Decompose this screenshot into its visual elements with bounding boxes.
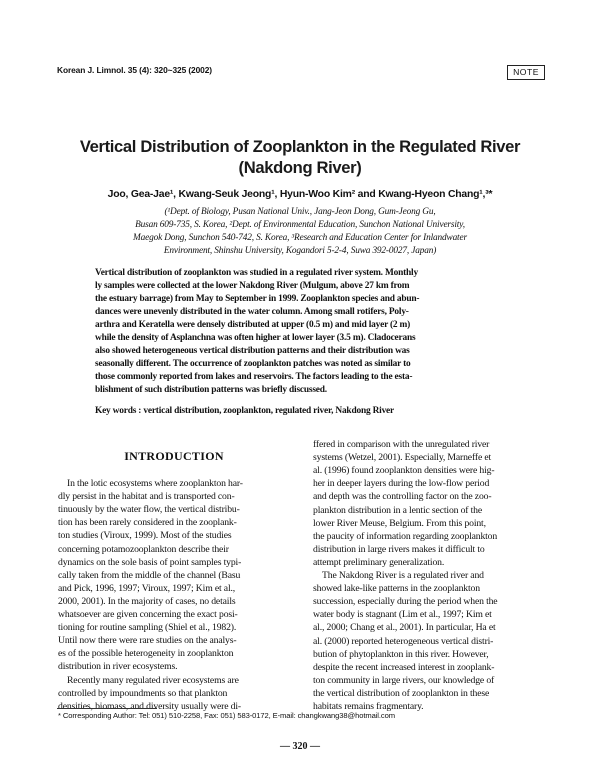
paper-title-line-2: (Nakdong River)	[238, 158, 362, 177]
note-label: NOTE	[507, 65, 545, 80]
body-text-line: concerning potamozooplankton describe their	[58, 543, 229, 555]
abstract-line: dances were unevenly distributed in the water column. Among small rotifers, Poly-	[95, 307, 409, 317]
body-text-line: distribution in large rivers makes it difficult to	[313, 543, 485, 555]
body-text-line: tion has been rarely considered in the zooplank-	[58, 517, 237, 529]
page-number: — 320 —	[280, 741, 320, 752]
footnote-rule	[57, 708, 157, 709]
body-text-line: her in deeper layers during the low-flow period	[313, 478, 490, 490]
body-text-line: plankton distribution in a lentic section of the	[313, 504, 483, 516]
body-text-line: al., 2000; Chang et al., 2001). In particular, Ha et	[313, 622, 496, 634]
body-text-line: lower River Meuse, Belgium. From this point,	[313, 517, 486, 529]
body-text-line: succession, especially during the period when the	[313, 596, 498, 608]
body-text-line: ton community in large rivers, our knowledge of	[313, 674, 495, 686]
body-text-line: and depth was the controlling factor on the zoo-	[313, 491, 492, 503]
abstract-line: also showed heterogeneous vertical distribution patterns and their distribution was	[95, 346, 410, 356]
body-text-line: systems (Wetzel, 2001). Especially, Marneffe et	[313, 452, 492, 464]
body-text-line: es of the possible heterogeneity in zooplankton	[58, 648, 234, 660]
body-text-line: al. (1996) found zooplankton densities were hig-	[313, 465, 495, 477]
section-heading-introduction: INTRODUCTION	[124, 449, 224, 463]
abstract-line: arthra and Keratella were densely distributed at upper (0.5 m) and mid layer (2 m)	[95, 320, 411, 330]
paper-title-line-1: Vertical Distribution of Zooplankton in the Regulated River	[79, 137, 521, 156]
body-text-line: 2000, 2001). In the majority of cases, no details	[58, 595, 236, 607]
body-text-line: ffered in comparison with the unregulated river	[313, 439, 490, 450]
body-text-line: despite the recent increased interest in zooplank-	[313, 661, 495, 673]
affiliation-line: Environment, Shinshu University, Kogandori 5-2-4, Suwa 392-0027, Japan)	[163, 246, 437, 256]
affiliation-line: (¹Dept. of Biology, Pusan National Univ., Jang-Jeon Dong, Gum-Jeong Gu,	[164, 207, 436, 217]
body-text-line: and Pick, 1996, 1997; Viroux, 1997; Kim et al.,	[58, 582, 236, 594]
body-text-line: dynamics on the sole basis of point samples typi-	[58, 556, 242, 568]
body-text-line: In the lotic ecosystems where zooplankton har-	[67, 478, 243, 489]
abstract-line: while the density of Asplanchna was often higher at lower layer (3.5 m). Cladocerans	[95, 333, 416, 343]
body-text-line: bution of phytoplankton in this river. However,	[313, 648, 489, 660]
body-text-line: the vertical distribution of zooplankton in these	[313, 687, 490, 699]
body-text-line: whatsoever are given concerning the exact posi-	[58, 609, 238, 620]
body-text-line: distribution in river ecosystems.	[58, 661, 178, 673]
body-text-line: ton studies (Viroux, 1999). Most of the studies	[58, 530, 232, 542]
abstract-line: ly samples were collected at the lower Nakdong River (Mulgum, above 27 km from	[95, 281, 410, 291]
body-text-line: tinuously by the water flow, the vertical distribu-	[58, 504, 240, 516]
body-text-line: The Nakdong River is a regulated river and	[322, 570, 484, 581]
abstract-line: seasonally different. The occurrence of zooplankton patches was noted as similar to	[95, 359, 411, 369]
body-text-line: Until now there were rare studies on the analys-	[58, 635, 237, 647]
author-list: Joo, Gea-Jae¹, Kwang-Seuk Jeong¹, Hyun-Woo Kim² and Kwang-Hyeon Chang¹,³*	[107, 189, 493, 200]
body-text-line: habitats remains fragmentary.	[313, 701, 424, 712]
body-text-line: densities, biomass, and diversity usually were di-	[58, 700, 241, 712]
body-text-line: Recently many regulated river ecosystems are	[67, 674, 239, 686]
body-text-line: dly persist in the habitat and is transported con-	[58, 491, 235, 503]
abstract-line: the estuary barrage) from May to September in 1999. Zooplankton species and abun-	[95, 294, 420, 304]
body-text-line: tioning for routine sampling (Shiel et al., 1982).	[58, 622, 237, 634]
body-text-line: controlled by impoundments so that plankton	[58, 687, 228, 699]
keywords: Key words : vertical distribution, zooplankton, regulated river, Nakdong River	[95, 406, 394, 416]
corresponding-author-footnote: * Corresponding Author: Tel: 051) 510-2258, Fax: 051) 583-0172, E-mail: changkwang38@hotmail.com	[58, 711, 395, 720]
abstract-line: blishment of such distribution patterns was briefly discussed.	[95, 385, 327, 395]
body-text-line: attempt preliminary generalization.	[313, 556, 445, 568]
body-text-line: showed lake-like patterns in the zooplankton	[313, 583, 480, 595]
body-text-line: cally taken from the middle of the channel (Basu	[58, 569, 241, 581]
body-text-line: the paucity of information regarding zooplankton	[313, 530, 498, 542]
body-text-line: al. (2000) reported heterogeneous vertical distri-	[313, 635, 494, 647]
affiliation-line: Busan 609-735, S. Korea, ²Dept. of Environmental Education, Sunchon National University,	[135, 220, 465, 230]
abstract-line: those commonly reported from lakes and reservoirs. The factors leading to the esta-	[95, 372, 413, 382]
abstract-line: Vertical distribution of zooplankton was studied in a regulated river system. Monthly	[95, 268, 418, 278]
affiliation-line: Maegok Dong, Sunchon 540-742, S. Korea, ³Research and Education Center for Inlandwater	[133, 233, 467, 243]
body-text-line: water body is stagnant (Lim et al., 1997; Kim et	[313, 609, 492, 621]
journal-reference: Korean J. Limnol. 35 (4): 320~325 (2002)	[57, 65, 212, 75]
